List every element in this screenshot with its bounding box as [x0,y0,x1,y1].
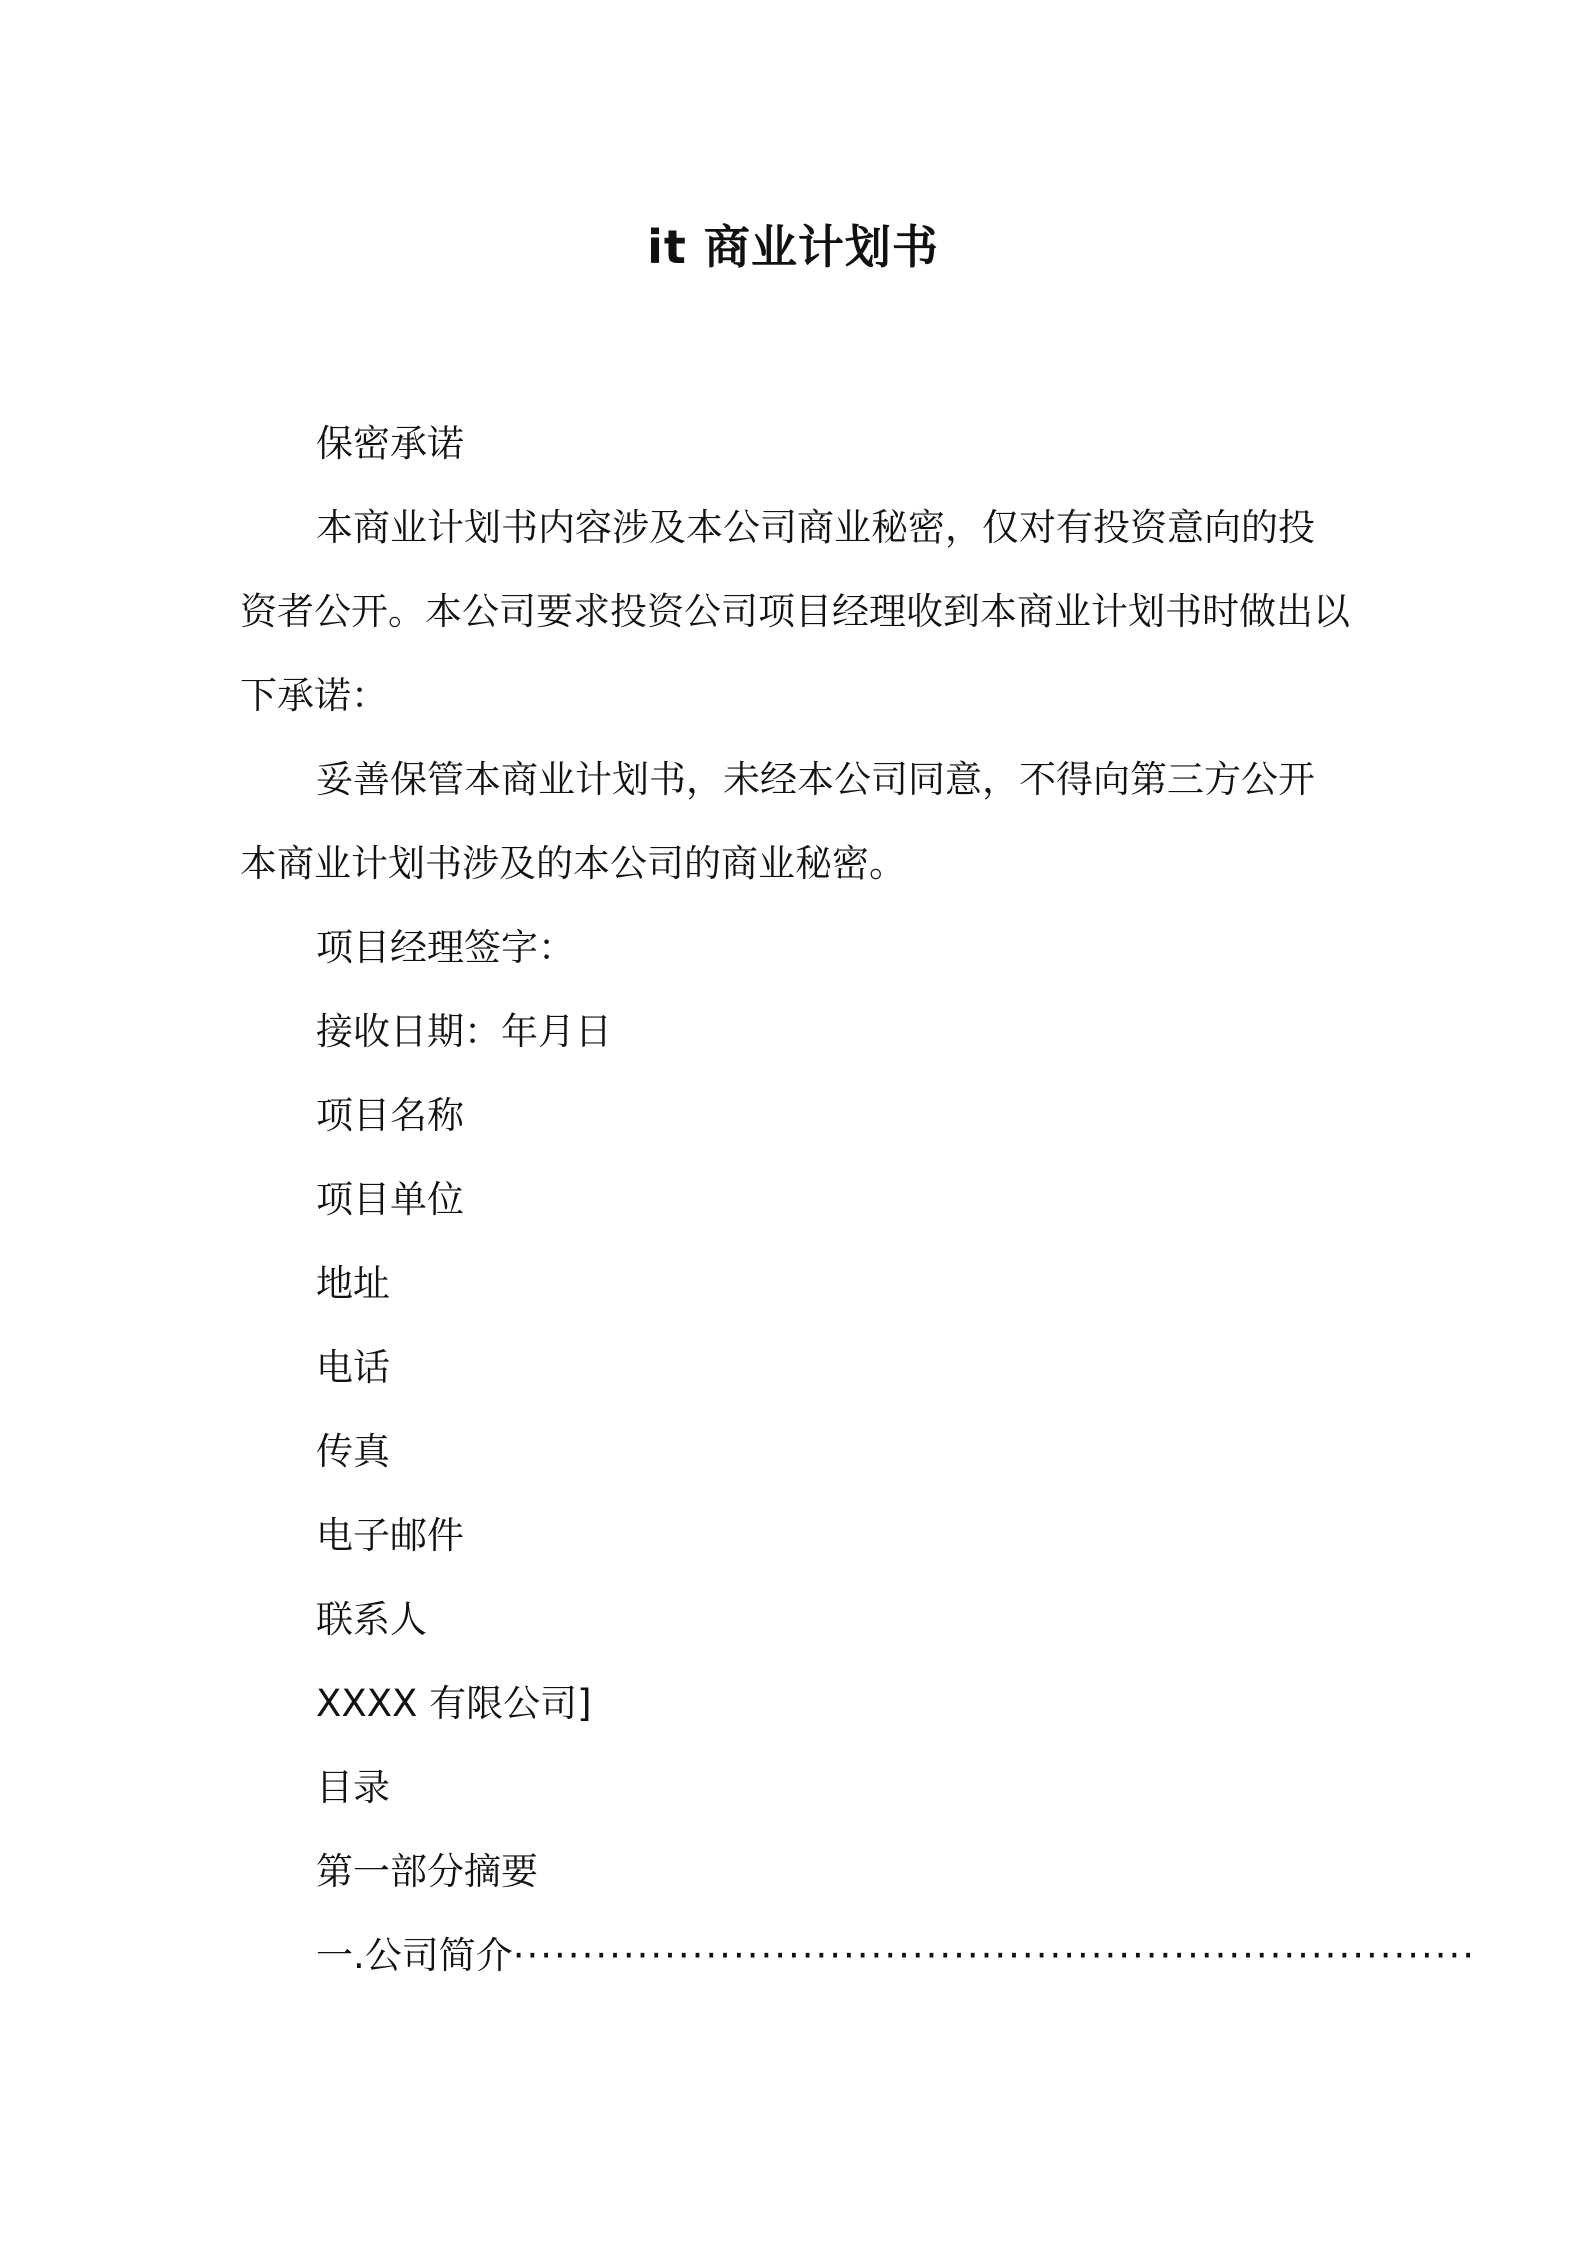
toc-part-one: 第一部分摘要 [316,1850,538,1893]
field-fax: 传真 [316,1430,390,1473]
field-project-name: 项目名称 [316,1094,464,1137]
paragraph-confidentiality-statement: 本商业计划书内容涉及本公司商业秘密，仅对有投资意向的投资者公开。本公司要求投资公司项目经理收到本商业计划书时做出以下承诺： [240,506,1350,717]
paragraph-confidentiality-commitment: 妥善保管本商业计划书，未经本公司同意，不得向第三方公开本商业计划书涉及的本公司的商业秘密。 [240,758,1315,885]
toc-entry-company-intro [240,1914,1477,1998]
field-address: 地址 [316,1262,390,1305]
field-receipt-date: 接收日期：年月日 [316,1010,612,1053]
field-project-unit: 项目单位 [316,1178,464,1221]
field-phone: 电话 [316,1346,390,1389]
toc-entry-label: 一.公司简介 [316,1934,513,1977]
paragraph-confidentiality-heading: 保密承诺 [316,422,464,465]
field-email: 电子邮件 [316,1514,464,1557]
toc-entry-leader: ······································································ [512,1934,1477,1977]
toc-heading: 目录 [316,1766,390,1809]
field-contact: 联系人 [316,1598,427,1641]
field-manager-signature: 项目经理签字： [316,926,575,969]
document-body [240,402,1477,1998]
company-name: XXXX 有限公司] [316,1682,592,1725]
document-title: it 商业计划书 [647,220,939,274]
